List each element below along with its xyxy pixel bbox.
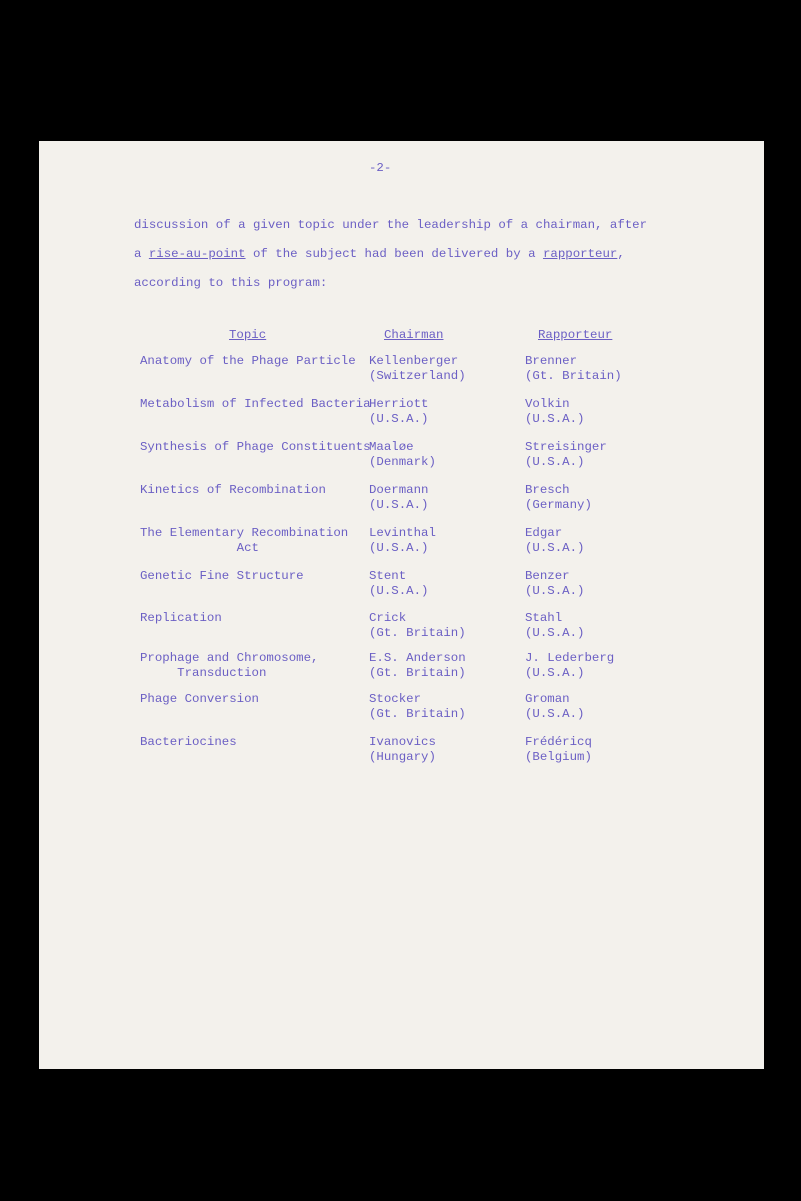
cell-line: Stocker	[369, 692, 422, 706]
cell-line: Bresch	[525, 483, 570, 497]
cell-line: Brenner	[525, 354, 578, 368]
line2-middle: of the subject had been delivered by a	[245, 247, 543, 261]
cell-line: E.S. Anderson	[369, 651, 466, 665]
rapporteur-term: rapporteur	[542, 247, 618, 261]
row-6-chairman	[369, 569, 429, 599]
cell-line: J. Lederberg	[525, 651, 615, 665]
cell-line: Kellenberger	[369, 354, 459, 368]
cell-line: (U.S.A.)	[525, 626, 585, 640]
row-2-rapporteur	[525, 397, 585, 427]
paragraph-line-3: according to this program:	[134, 276, 328, 290]
cell-line: (Germany)	[525, 498, 592, 512]
cell-line: Anatomy of the Phage Particle	[140, 354, 356, 368]
cell-line: The Elementary Recombination	[140, 526, 349, 540]
header-topic: Topic	[229, 328, 267, 342]
row-9-topic	[140, 692, 259, 707]
row-6-rapporteur	[525, 569, 585, 599]
cell-line: (U.S.A.)	[525, 584, 585, 598]
cell-line: Stent	[369, 569, 407, 583]
cell-line: Levinthal	[369, 526, 436, 540]
cell-line: (Gt. Britain)	[369, 707, 466, 721]
row-1-chairman	[369, 354, 466, 384]
row-9-chairman	[369, 692, 466, 722]
cell-line: Volkin	[525, 397, 570, 411]
cell-line: (U.S.A.)	[369, 541, 429, 555]
cell-line: (Gt. Britain)	[369, 626, 466, 640]
row-8-rapporteur	[525, 651, 614, 681]
cell-line: (U.S.A.)	[525, 707, 585, 721]
mise-au-point-term: rise-au-point	[148, 247, 246, 261]
row-7-topic	[140, 611, 222, 626]
row-3-chairman	[369, 440, 436, 470]
row-5-topic	[140, 526, 348, 556]
row-3-topic	[140, 440, 371, 455]
paragraph-line-1: discussion of a given topic under the leadership of a chairman, after	[134, 218, 648, 232]
cell-line: Metabolism of Infected Bacteria	[140, 397, 371, 411]
cell-line: (Switzerland)	[369, 369, 466, 383]
row-6-topic	[140, 569, 304, 584]
row-4-chairman	[369, 483, 429, 513]
cell-line: Kinetics of Recombination	[140, 483, 326, 497]
row-9-rapporteur	[525, 692, 585, 722]
cell-line: Transduction	[140, 666, 267, 680]
cell-line: (Hungary)	[369, 750, 436, 764]
row-5-rapporteur	[525, 526, 585, 556]
cell-line: Doermann	[369, 483, 429, 497]
cell-line: Benzer	[525, 569, 570, 583]
cell-line: (Gt. Britain)	[525, 369, 622, 383]
cell-line: Frédéricq	[525, 735, 592, 749]
row-8-topic	[140, 651, 318, 681]
cell-line: Replication	[140, 611, 222, 625]
row-8-chairman	[369, 651, 466, 681]
header-rapporteur: Rapporteur	[538, 328, 613, 342]
cell-line: (Belgium)	[525, 750, 592, 764]
row-1-topic	[140, 354, 356, 369]
row-4-topic	[140, 483, 326, 498]
cell-line: (U.S.A.)	[369, 412, 429, 426]
cell-line: (U.S.A.)	[525, 541, 585, 555]
paragraph-line-2	[134, 240, 647, 269]
row-4-rapporteur	[525, 483, 592, 513]
intro-paragraph	[134, 211, 647, 298]
row-7-chairman	[369, 611, 466, 641]
cell-line: (U.S.A.)	[525, 666, 585, 680]
cell-line: Stahl	[525, 611, 563, 625]
row-2-topic	[140, 397, 371, 412]
cell-line: Streisinger	[525, 440, 607, 454]
document-page	[39, 141, 764, 1069]
cell-line: Herriott	[369, 397, 429, 411]
cell-line: Ivanovics	[369, 735, 436, 749]
cell-line: Edgar	[525, 526, 563, 540]
cell-line: Act	[140, 541, 259, 555]
cell-line: Phage Conversion	[140, 692, 259, 706]
cell-line: Bacteriocines	[140, 735, 237, 749]
cell-line: Groman	[525, 692, 570, 706]
row-2-chairman	[369, 397, 429, 427]
header-chairman: Chairman	[384, 328, 444, 342]
row-10-chairman	[369, 735, 436, 765]
row-10-topic	[140, 735, 237, 750]
line2-suffix: ,	[617, 247, 625, 261]
cell-line: (Gt. Britain)	[369, 666, 466, 680]
row-1-rapporteur	[525, 354, 622, 384]
row-5-chairman	[369, 526, 436, 556]
row-3-rapporteur	[525, 440, 607, 470]
cell-line: Crick	[369, 611, 407, 625]
cell-line: Maaløe	[369, 440, 414, 454]
cell-line: (Denmark)	[369, 455, 436, 469]
cell-line: (U.S.A.)	[369, 584, 429, 598]
cell-line: Prophage and Chromosome,	[140, 651, 319, 665]
row-10-rapporteur	[525, 735, 592, 765]
cell-line: (U.S.A.)	[369, 498, 429, 512]
cell-line: Genetic Fine Structure	[140, 569, 304, 583]
page-number: -2-	[369, 161, 392, 175]
line2-prefix: a	[134, 247, 149, 261]
cell-line: Synthesis of Phage Constituents	[140, 440, 371, 454]
cell-line: (U.S.A.)	[525, 455, 585, 469]
row-7-rapporteur	[525, 611, 585, 641]
cell-line: (U.S.A.)	[525, 412, 585, 426]
